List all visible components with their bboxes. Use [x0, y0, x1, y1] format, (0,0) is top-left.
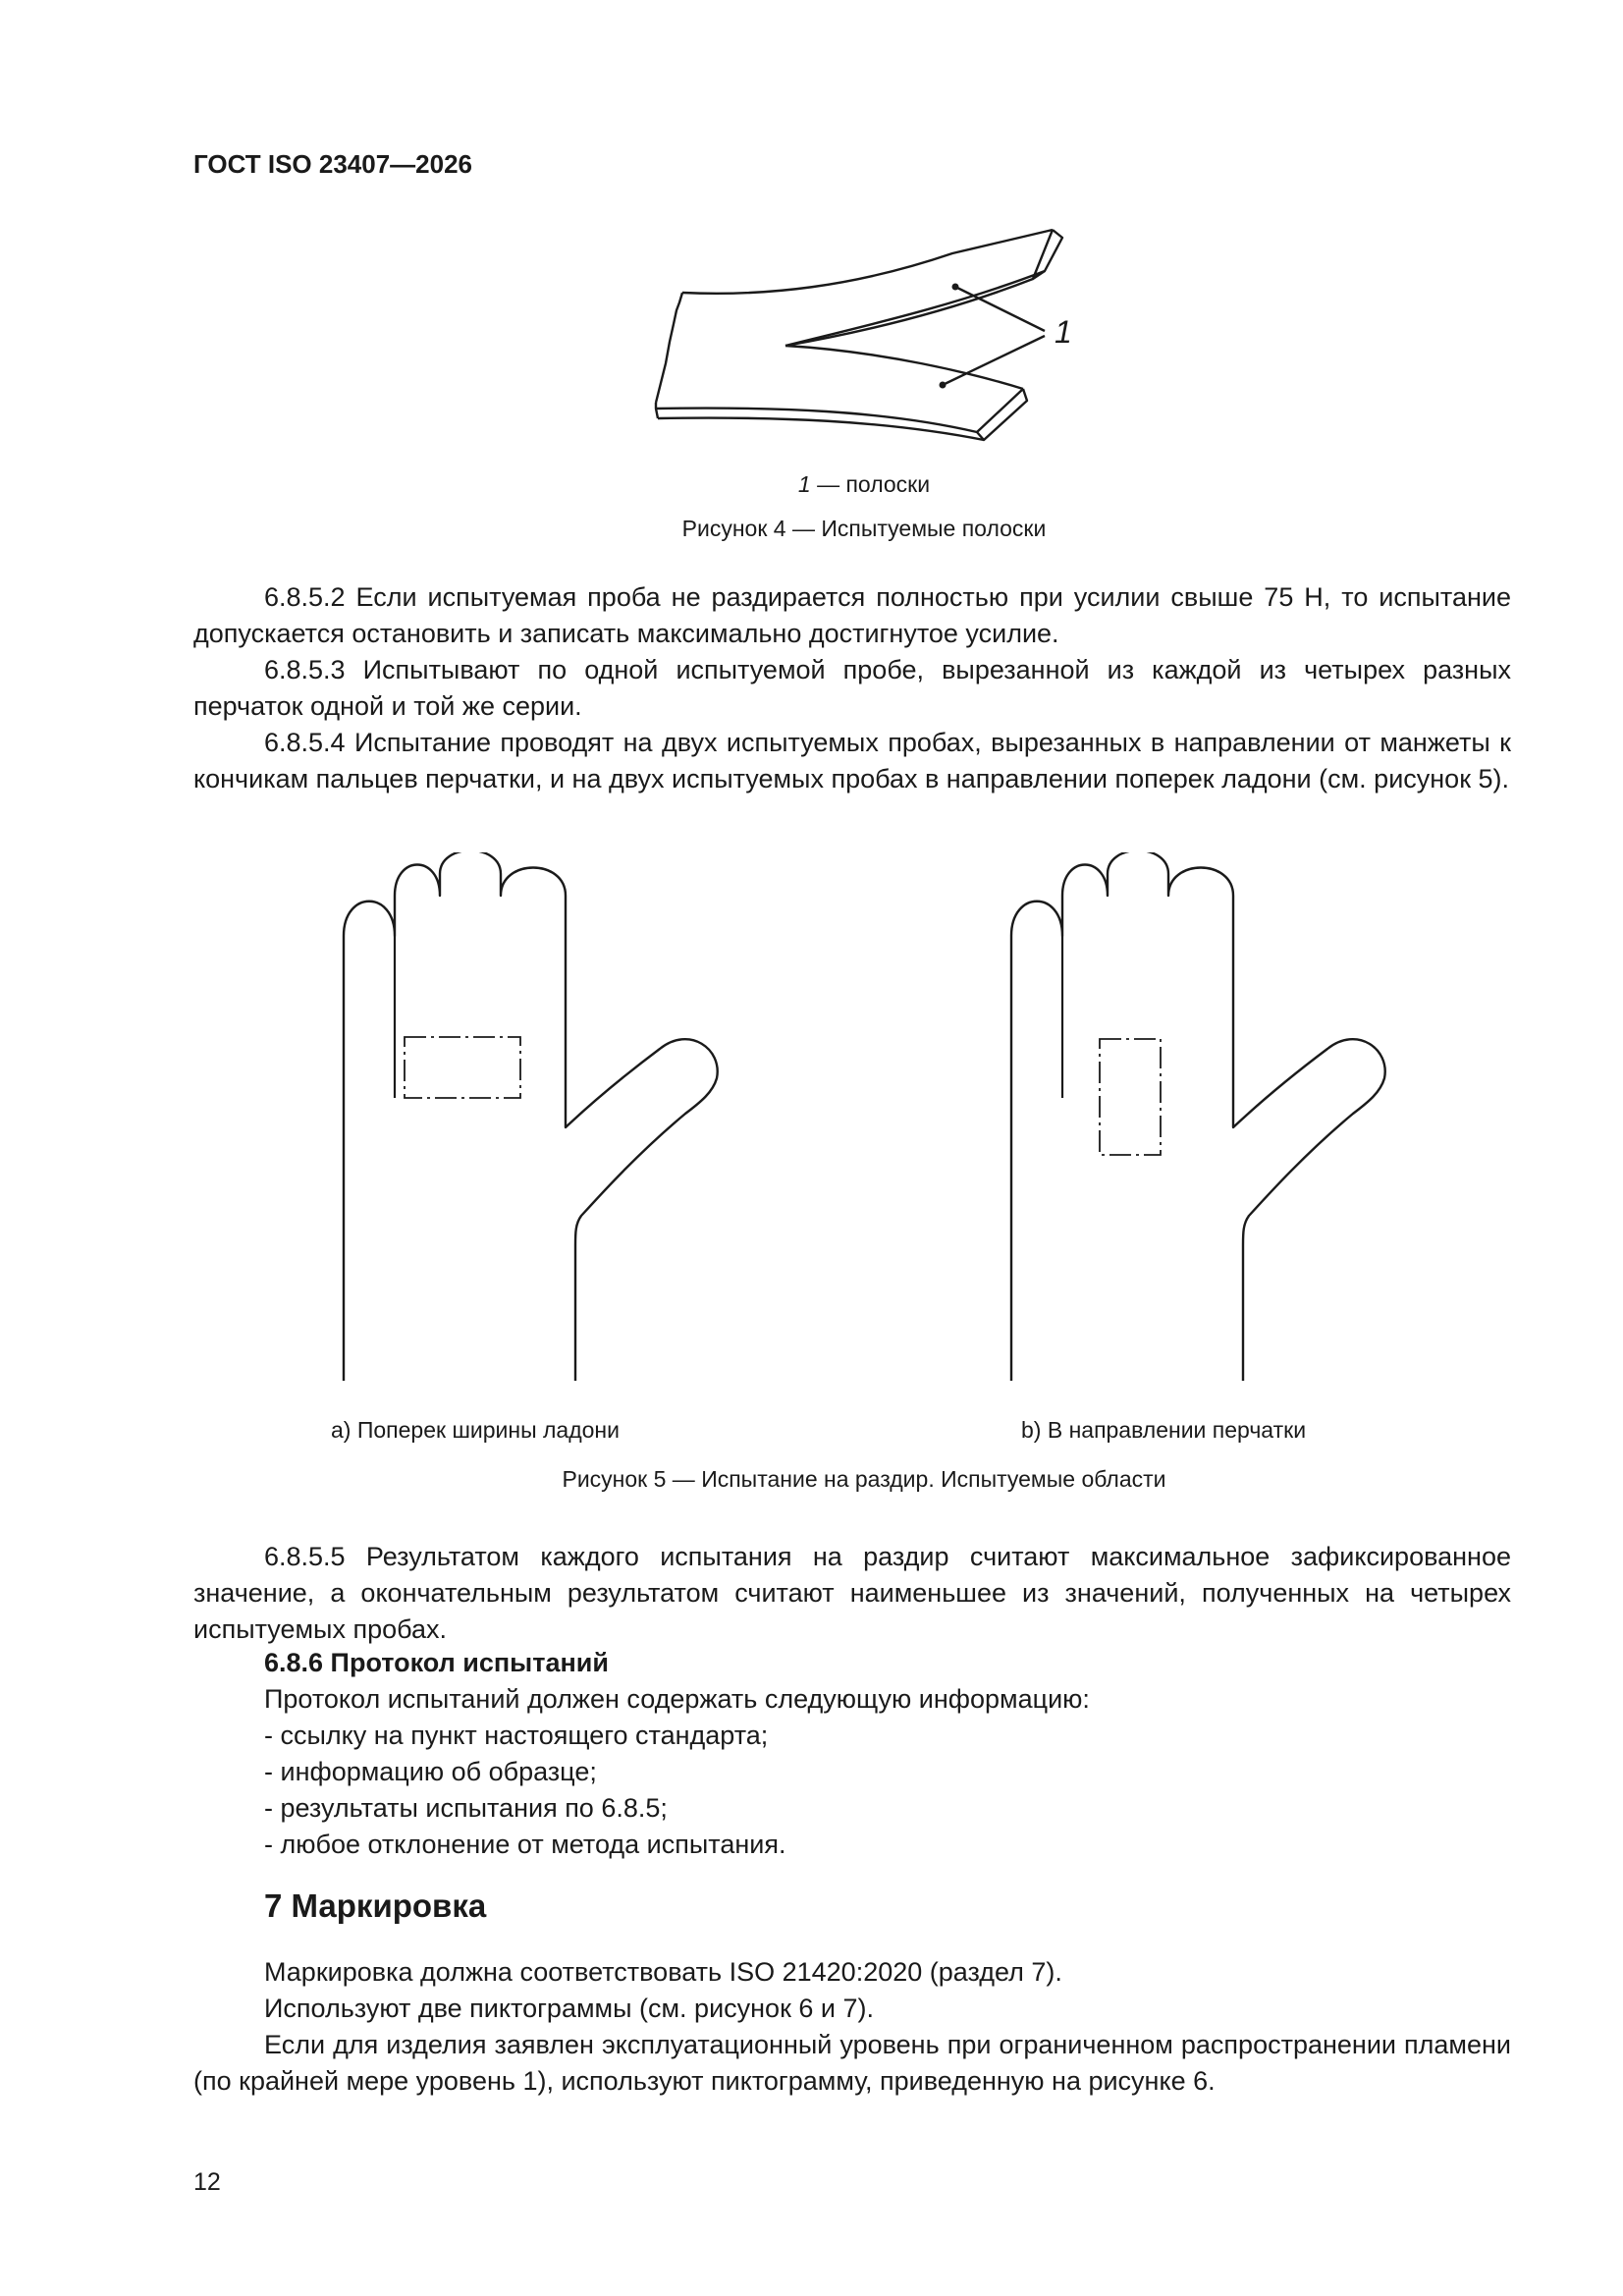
figure-5-glove-b	[992, 852, 1404, 1383]
glove-a-svg	[324, 852, 736, 1383]
figure-5-caption: Рисунок 5 — Испытание на раздир. Испытуемые области	[562, 1466, 1166, 1492]
protocol-item-3: - результаты испытания по 6.8.5;	[264, 1793, 668, 1823]
protocol-item-2: - информацию об образце;	[264, 1757, 597, 1786]
legend-text: — полоски	[810, 471, 931, 497]
figure-4-strips-drawing	[628, 226, 1100, 462]
figure-5-label-b: b) В направлении перчатки	[1021, 1417, 1307, 1443]
legend-number: 1	[797, 471, 811, 497]
subsection-6-8-6-title: 6.8.6 Протокол испытаний	[264, 1648, 609, 1677]
callout-dot-lower	[940, 382, 947, 389]
callout-dot-upper	[952, 284, 959, 291]
protocol-intro: Протокол испытаний должен содержать следующую информацию:	[264, 1684, 1090, 1714]
section-7-line-1: Маркировка должна соответствовать ISO 21420:2020 (раздел 7).	[264, 1957, 1062, 1987]
section-7-paragraph: Если для изделия заявлен эксплуатационный уровень при ограниченном распространении пламени (по крайней мере уровень 1), используют пиктограмму, приведенную на рисунке 6.	[193, 2030, 1511, 2096]
test-area-along-glove	[1100, 1039, 1161, 1155]
test-area-across-palm	[405, 1037, 520, 1098]
document-id: ГОСТ ISO 23407—2026	[193, 149, 473, 179]
callout-number: 1	[1055, 314, 1072, 350]
paragraph-6-8-5-3: 6.8.5.3 Испытывают по одной испытуемой пробе, вырезанной из каждой из четырех разных перчаток одной и той же серии.	[193, 655, 1511, 721]
glove-b-svg	[992, 852, 1404, 1383]
section-7-line-2: Используют две пиктограммы (см. рисунок 6 и 7).	[264, 1994, 874, 2023]
figure-5-label-a: а) Поперек ширины ладони	[331, 1417, 620, 1443]
figure-5-glove-a	[324, 852, 736, 1383]
figure-4-caption: Рисунок 4 — Испытуемые полоски	[681, 516, 1047, 541]
paragraph-6-8-5-5: 6.8.5.5 Результатом каждого испытания на раздир считают максимальное зафиксированное значение, а окончательным результатом считают наименьшее из значений, полученных на четырех испытуемых пробах.	[193, 1542, 1511, 1644]
paragraph-6-8-5-2: 6.8.5.2 Если испытуемая проба не раздирается полностью при усилии свыше 75 Н, то испытание допускается остановить и записать максимально достигнутое усилие.	[193, 582, 1511, 648]
upper-strip-top-edge	[682, 230, 1053, 294]
page-number: 12	[193, 2168, 221, 2196]
strips-svg	[628, 226, 1100, 462]
section-7-title: 7 Маркировка	[264, 1887, 487, 1924]
figure-4-legend	[628, 471, 1100, 498]
protocol-item-4: - любое отклонение от метода испытания.	[264, 1830, 786, 1859]
protocol-item-1: - ссылку на пункт настоящего стандарта;	[264, 1721, 769, 1750]
paragraph-6-8-5-4: 6.8.5.4 Испытание проводят на двух испытуемых пробах, вырезанных в направлении от манжеты к кончикам пальцев перчатки, и на двух испытуемых пробах в направлении поперек ладони (см. рисунок 5).	[193, 728, 1511, 793]
